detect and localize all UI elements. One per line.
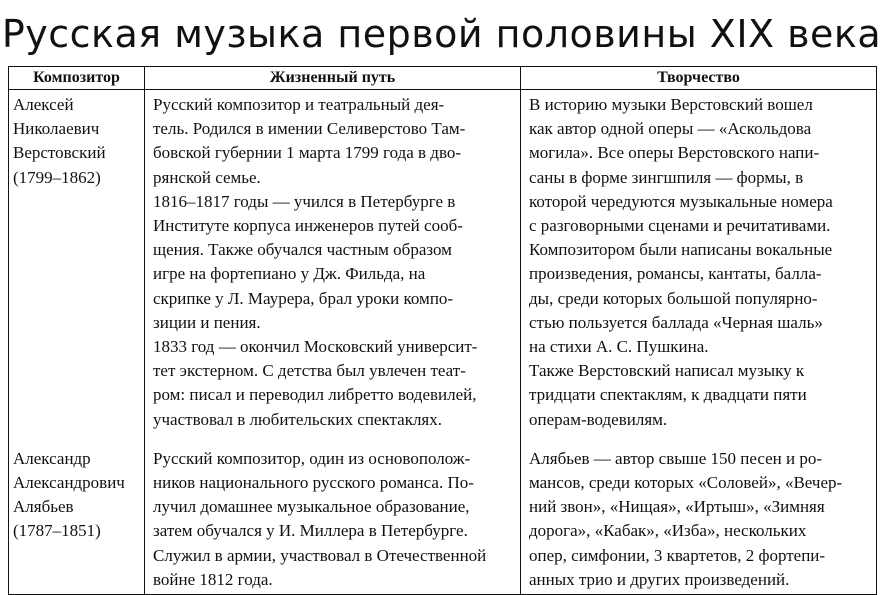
composer-line: (1787–1851) <box>13 521 101 541</box>
composer-line: (1799–1862) <box>13 167 101 187</box>
life-path-cell <box>145 444 521 595</box>
text-line: 1833 год — окончил Московский университ- <box>153 337 478 357</box>
table-row <box>9 90 877 444</box>
text-line: Служил в армии, участвовал в Отечественной <box>153 545 487 565</box>
life-path-cell <box>145 90 521 444</box>
text-line: Также Верстовский написал музыку к <box>529 361 805 381</box>
text-line: Русский композитор и театральный дея- <box>153 95 445 114</box>
text-line: мансов, среди которых «Соловей», «Вечер- <box>529 473 843 493</box>
text-line: щения. Также обучался частным образом <box>153 240 452 260</box>
text-line: Алябьев — автор свыше 150 песен и ро- <box>529 448 823 468</box>
text-line: 1816–1817 годы — учился в Петербурге в <box>153 191 456 211</box>
text-line: ром: писал и переводил либретто водевилей, <box>153 385 477 405</box>
text-line: бовской губернии 1 марта 1799 года в дво- <box>153 143 462 163</box>
text-line: тель. Родился в имении Селиверстово Там- <box>153 119 466 139</box>
text-line: на стихи А. С. Пушкина. <box>529 337 709 357</box>
text-line: которой чередуются музыкальные номера <box>529 191 833 211</box>
text-line: ний звон», «Нищая», «Иртыш», «Зимняя <box>529 497 825 517</box>
text-line: Композитором были написаны вокальные <box>529 240 833 260</box>
text-line: могила». Все оперы Верстовского напи- <box>529 143 820 163</box>
text-line: зиции и пения. <box>153 312 261 332</box>
text-line: ды, среди которых большой популярно- <box>529 288 818 308</box>
text-line: войне 1812 года. <box>153 569 273 589</box>
composers-table <box>8 66 877 595</box>
column-header-composer: Композитор <box>9 67 145 90</box>
text-line: анных трио и других произведений. <box>529 569 790 589</box>
composer-line: Николаевич <box>13 119 100 139</box>
text-line: ников национального русского романса. По- <box>153 473 474 493</box>
column-header-creativity: Творчество <box>521 67 877 90</box>
text-line: затем обучался у И. Миллера в Петербурге. <box>153 521 468 541</box>
text-line: тридцати спектаклям, к двадцати пяти <box>529 385 807 405</box>
text-line: игре на фортепиано у Дж. Фильда, на <box>153 264 426 284</box>
composer-cell <box>9 444 145 595</box>
text-line: рянской семье. <box>153 167 261 187</box>
column-header-life-path: Жизненный путь <box>145 67 521 90</box>
composer-line: Алексей <box>13 95 74 114</box>
text-line: лучил домашнее музыкальное образование, <box>153 497 470 517</box>
composer-line: Алябьев <box>13 497 74 517</box>
text-line: саны в форме зингшпиля — формы, в <box>529 167 804 187</box>
text-line: операм-водевилям. <box>529 409 668 429</box>
composer-cell <box>9 90 145 444</box>
text-line: В историю музыки Верстовский вошел <box>529 95 813 114</box>
text-line: Русский композитор, один из основополож- <box>153 448 471 468</box>
text-line: опер, симфонии, 3 квартетов, 2 фортепи- <box>529 545 826 565</box>
creativity-cell <box>521 444 877 595</box>
text-line: дорога», «Кабак», «Изба», нескольких <box>529 521 807 541</box>
table-header-row <box>9 67 877 90</box>
text-line: участвовал в любительских спектаклях. <box>153 409 442 429</box>
text-line: Институте корпуса инженеров путей сооб- <box>153 216 463 236</box>
text-line: как автор одной оперы — «Аскольдова <box>529 119 812 139</box>
composer-line: Александрович <box>13 473 125 493</box>
text-line: стью пользуется баллада «Черная шаль» <box>529 312 823 332</box>
text-line: произведения, романсы, кантаты, балла- <box>529 264 822 284</box>
text-line: скрипке у Л. Маурера, брал уроки компо- <box>153 288 454 308</box>
creativity-cell <box>521 90 877 444</box>
table-row <box>9 444 877 595</box>
text-line: тет экстерном. С детства был увлечен теат- <box>153 361 466 381</box>
page-title: Русская музыка первой половины XIX века <box>1 12 882 56</box>
composer-line: Александр <box>13 448 91 468</box>
text-line: с разговорными сценами и речитативами. <box>529 216 831 236</box>
composer-line: Верстовский <box>13 143 106 163</box>
